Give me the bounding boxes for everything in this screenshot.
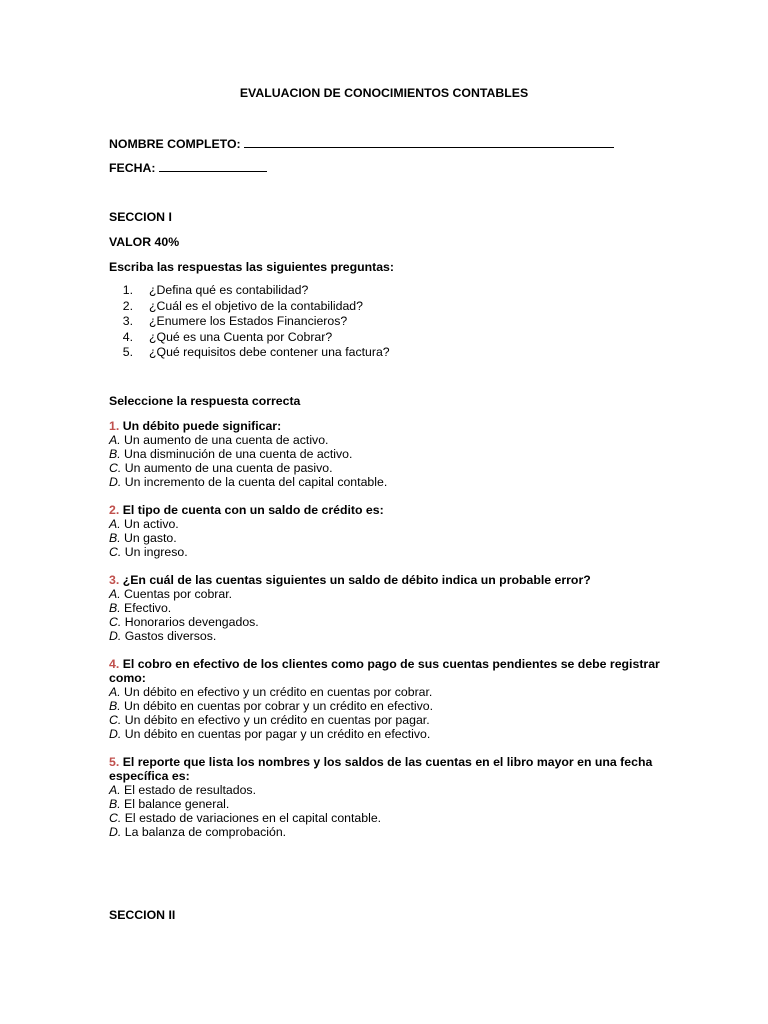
option-letter: A. <box>109 517 121 531</box>
question-number: 1. <box>109 419 120 433</box>
section1-heading: SECCION I <box>109 210 172 224</box>
mc-question-title <box>109 503 669 517</box>
mc-question-title <box>109 573 669 587</box>
document-title: EVALUACION DE CONOCIMIENTOS CONTABLES <box>239 86 529 100</box>
option-d[interactable] <box>109 825 669 839</box>
nombre-blank-line[interactable] <box>244 136 614 148</box>
option-letter: C. <box>109 461 122 475</box>
option-text: Un aumento de una cuenta de activo. <box>124 433 329 447</box>
option-a[interactable] <box>109 685 669 699</box>
option-text: Un débito en cuentas por cobrar y un crédito en efectivo. <box>124 699 434 713</box>
fecha-label: FECHA: <box>109 161 156 175</box>
mc-question-title <box>109 657 669 685</box>
question-number: 1. <box>122 283 133 297</box>
option-letter: A. <box>109 783 121 797</box>
option-text: Honorarios devengados. <box>124 615 259 629</box>
nombre-field <box>109 136 614 151</box>
section1-instruction: Escriba las respuestas las siguientes preguntas: <box>109 260 394 274</box>
option-letter: B. <box>109 699 121 713</box>
option-letter: C. <box>109 615 122 629</box>
list-item <box>109 299 390 315</box>
option-letter: D. <box>109 825 122 839</box>
option-letter: A. <box>109 433 121 447</box>
option-c[interactable] <box>109 461 669 475</box>
option-text: El balance general. <box>124 797 230 811</box>
option-text: Un incremento de la cuenta del capital contable. <box>124 475 388 489</box>
option-letter: A. <box>109 685 121 699</box>
option-text: Una disminución de una cuenta de activo. <box>124 447 353 461</box>
option-letter: C. <box>109 713 122 727</box>
option-text: El estado de resultados. <box>124 783 256 797</box>
fecha-field <box>109 160 267 175</box>
option-letter: D. <box>109 629 122 643</box>
section1-valor: VALOR 40% <box>109 235 180 249</box>
question-number: 4. <box>122 329 133 344</box>
option-b[interactable] <box>109 797 669 811</box>
option-letter: B. <box>109 531 121 545</box>
option-letter: C. <box>109 811 122 825</box>
mc-question-title <box>109 419 669 433</box>
question-text: ¿Defina qué es contabilidad? <box>149 283 309 297</box>
option-c[interactable] <box>109 811 669 825</box>
question-text: ¿Enumere los Estados Financieros? <box>149 314 348 328</box>
mc-question-5 <box>109 755 669 839</box>
question-number: 5. <box>122 345 133 359</box>
question-number: 5. <box>109 755 120 769</box>
question-text: El cobro en efectivo de los clientes como pago de sus cuentas pendientes se debe registrar como: <box>109 657 660 685</box>
option-a[interactable] <box>109 587 669 601</box>
option-letter: D. <box>109 475 122 489</box>
list-item <box>109 345 390 361</box>
option-b[interactable] <box>109 601 669 615</box>
mc-question-3 <box>109 573 669 643</box>
option-a[interactable] <box>109 433 669 447</box>
mc-question-title <box>109 755 669 783</box>
option-text: El estado de variaciones en el capital contable. <box>124 811 382 825</box>
mc-question-1 <box>109 419 669 489</box>
option-text: Un débito en efectivo y un crédito en cuentas por cobrar. <box>124 685 433 699</box>
option-text: Efectivo. <box>124 601 172 615</box>
option-letter: D. <box>109 727 122 741</box>
option-c[interactable] <box>109 545 669 559</box>
nombre-label: NOMBRE COMPLETO: <box>109 137 241 151</box>
question-text: ¿Cuál es el objetivo de la contabilidad? <box>149 298 363 313</box>
question-text: ¿Qué es una Cuenta por Cobrar? <box>149 329 333 344</box>
question-text: El reporte que lista los nombres y los saldos de las cuentas en el libro mayor en una fecha específica es: <box>109 755 653 783</box>
mc-question-4 <box>109 657 669 741</box>
option-c[interactable] <box>109 713 669 727</box>
section2-heading: SECCION II <box>109 908 176 922</box>
option-text: Un ingreso. <box>124 545 188 559</box>
question-number: 2. <box>109 503 120 517</box>
option-b[interactable] <box>109 531 669 545</box>
option-text: Un débito en cuentas por pagar y un crédito en efectivo. <box>124 727 431 741</box>
option-letter: A. <box>109 587 121 601</box>
question-text: ¿Qué requisitos debe contener una factura? <box>149 345 390 359</box>
option-letter: B. <box>109 797 121 811</box>
question-text: El tipo de cuenta con un saldo de crédito es: <box>122 503 384 517</box>
question-number: 2. <box>122 298 133 313</box>
option-a[interactable] <box>109 517 669 531</box>
option-d[interactable] <box>109 727 669 741</box>
list-item <box>109 314 390 330</box>
option-text: Un gasto. <box>124 531 177 545</box>
mc-question-2 <box>109 503 669 559</box>
list-item <box>109 330 390 346</box>
option-b[interactable] <box>109 447 669 461</box>
fecha-blank-line[interactable] <box>159 160 267 172</box>
question-text: ¿En cuál de las cuentas siguientes un saldo de débito indica un probable error? <box>122 573 591 587</box>
option-d[interactable] <box>109 475 669 489</box>
option-text: Un débito en efectivo y un crédito en cuentas por pagar. <box>124 713 430 727</box>
option-d[interactable] <box>109 629 669 643</box>
option-letter: B. <box>109 601 121 615</box>
question-number: 4. <box>109 657 120 671</box>
list-item <box>109 283 390 299</box>
option-a[interactable] <box>109 783 669 797</box>
question-number: 3. <box>109 573 120 587</box>
option-text: Cuentas por cobrar. <box>124 587 233 601</box>
question-number: 3. <box>122 314 133 328</box>
option-b[interactable] <box>109 699 669 713</box>
option-letter: C. <box>109 545 122 559</box>
option-text: Un aumento de una cuenta de pasivo. <box>124 461 333 475</box>
option-c[interactable] <box>109 615 669 629</box>
option-text: Un activo. <box>124 517 179 531</box>
option-text: Gastos diversos. <box>124 629 217 643</box>
mc-heading: Seleccione la respuesta correcta <box>109 394 301 408</box>
question-text: Un débito puede significar: <box>122 419 282 433</box>
option-text: La balanza de comprobación. <box>124 825 287 839</box>
option-letter: B. <box>109 447 121 461</box>
open-questions-list <box>109 283 390 361</box>
